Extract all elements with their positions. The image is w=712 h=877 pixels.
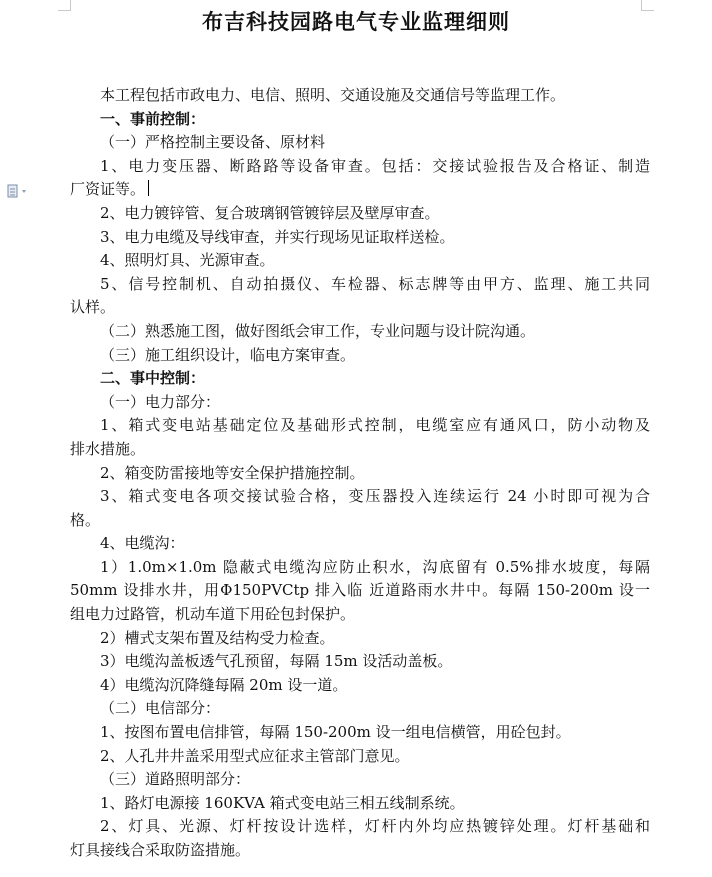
document-line	[70, 155, 650, 179]
document-line	[70, 485, 650, 509]
document-line	[70, 344, 650, 368]
text-cursor	[148, 180, 149, 196]
document-line	[70, 391, 650, 415]
line-text: 2、箱变防雷接地等安全保护措施控制。	[100, 463, 365, 482]
document-body[interactable]	[70, 84, 650, 863]
line-text: 灯具接线合采取防盗措施。	[70, 841, 251, 859]
document-line	[70, 414, 650, 438]
line-text: （三）道路照明部分：	[100, 770, 251, 789]
paragraph-options-icon[interactable]	[6, 183, 36, 197]
line-text: 认样。	[70, 298, 116, 317]
line-text: 2、人孔井井盖采用型式应征求主管部门意见。	[100, 746, 410, 765]
line-text: 4）电缆沟沉降缝每隔 20m 设一道。	[100, 675, 348, 694]
document-line	[70, 627, 650, 651]
line-text: 排水措施。	[70, 439, 146, 458]
document-line	[70, 650, 650, 674]
document-line	[70, 178, 650, 202]
line-text: （三）施工组织设计，临电方案审查。	[100, 345, 356, 364]
line-text: （二）电信部分：	[100, 699, 221, 718]
document-line	[70, 603, 650, 627]
line-text: 3、箱式变电各项交接试验合格，变压器投入连续运行 24 小时即可视为合	[100, 487, 650, 506]
line-text: 3、电力电缆及导线审查，并实行现场见证取样送检。	[100, 227, 455, 246]
line-text: 2、灯具、光源、灯杆按设计选样，灯杆内外均应热镀锌处理。灯杆基础和	[100, 817, 650, 836]
document-line	[70, 296, 650, 320]
document-line	[70, 438, 650, 462]
line-text: 5、信号控制机、自动拍摄仪、车检器、标志牌等由甲方、监理、施工共同	[100, 274, 650, 293]
document-line	[70, 108, 650, 132]
document-line	[70, 792, 650, 816]
document-line	[70, 674, 650, 698]
line-text: 2、电力镀锌管、复合玻璃钢管镀锌层及壁厚审查。	[100, 203, 440, 222]
line-text: （二）熟悉施工图，做好图纸会审工作，专业问题与设计院沟通。	[100, 321, 536, 340]
document-line	[70, 532, 650, 556]
document-line	[70, 839, 650, 863]
document-line	[70, 249, 650, 273]
document-line	[70, 320, 650, 344]
line-text: 4、电缆沟：	[100, 534, 185, 553]
document-line	[70, 226, 650, 250]
document-line	[70, 509, 650, 533]
line-text: 二、事中控制：	[100, 369, 206, 388]
line-text: 厂资证等。	[70, 180, 146, 199]
line-text: 1）1.0m×1.0m 隐蔽式电缆沟应防止积水，沟底留有 0.5%排水坡度，每隔	[100, 557, 650, 576]
document-line	[70, 131, 650, 155]
line-text: 1、电力变压器、断路路等设备审查。包括：交接试验报告及合格证、制造	[100, 156, 650, 175]
line-text: 2）槽式支架布置及结构受力检查。	[100, 628, 335, 647]
line-text: 1、按图布置电信排管，每隔 150-200m 设一组电信横管，用砼包封。	[100, 723, 571, 742]
line-text: （一）电力部分：	[100, 392, 221, 411]
line-text: 1、箱式变电站基础定位及基础形式控制，电缆室应有通风口，防小动物及	[100, 416, 650, 435]
document-line	[70, 273, 650, 297]
document-line	[70, 556, 650, 580]
document-line	[70, 202, 650, 226]
line-text: 组电力过路管，机动车道下用砼包封保护。	[70, 605, 356, 624]
document-line	[70, 768, 650, 792]
line-text: 4、照明灯具、光源审查。	[100, 251, 275, 270]
document-title: 布吉科技园路电气专业监理细则	[202, 9, 510, 34]
document-line	[70, 721, 650, 745]
document-line	[70, 84, 650, 108]
line-text: 3）电缆沟盖板透气孔预留，每隔 15m 设活动盖板。	[100, 652, 453, 671]
line-text: （一）严格控制主要设备、原材料	[100, 133, 326, 152]
document-line	[70, 462, 650, 486]
line-text: 本工程包括市政电力、电信、照明、交通设施及交通信号等监理工作。	[100, 86, 566, 104]
document-line	[70, 697, 650, 721]
line-text: 格。	[70, 510, 101, 529]
line-text: 一、事前控制：	[100, 109, 206, 128]
document-line	[70, 579, 650, 603]
document-line	[70, 745, 650, 769]
document-line	[70, 367, 650, 391]
document-line	[70, 815, 650, 839]
line-text: 1、路灯电源接 160KVA 箱式变电站三相五线制系统。	[100, 793, 465, 812]
line-text: 50mm 设排水井，用Φ150PVCtp 排入临 近道路雨水井中。每隔 150-200m 设一	[70, 581, 650, 600]
